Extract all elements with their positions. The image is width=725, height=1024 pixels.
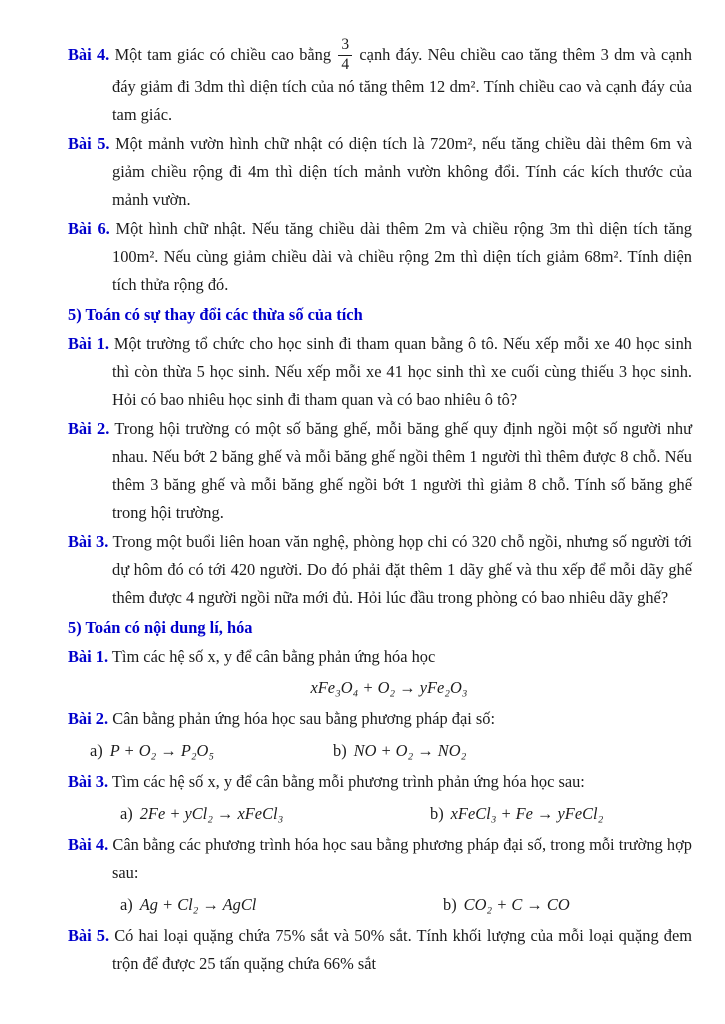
problem-factors-3	[68, 528, 692, 612]
problem-label: Bài 3.	[68, 532, 109, 552]
problem-chem-3	[68, 768, 692, 796]
problem-text: Cân bằng phản ứng hóa học sau bằng phương pháp đại số:	[112, 709, 496, 729]
equation-item-a	[90, 734, 214, 767]
problem-text: Có hai loại quặng chứa 75% sắt và 50% sắt. Tính khối lượng của mỗi loại quặng đem trộn để được 25 tấn quặng chứa 66% sắt	[112, 926, 692, 974]
problem-label: Bài 1.	[68, 647, 109, 667]
problem-text: Một mảnh vườn hình chữ nhật có diện tích là 720m², nếu tăng chiều dài thêm 6m và giảm chiều rộng đi 4m thì diện tích mảnh vườn không đổi. Tính các kích thước của mảnh vườn.	[112, 134, 692, 210]
chemical-equation: P + O₂ → P₂O₅	[109, 741, 215, 761]
equation-item-a	[120, 888, 256, 921]
problem-chem-5	[68, 922, 692, 978]
problem-label: Bài 1.	[68, 334, 109, 354]
item-label-b: b)	[430, 804, 444, 824]
problem-text: Trong hội trường có một số băng ghế, mỗi băng ghế quy định ngồi một số người như nhau. Nếu bớt 2 băng ghế và mỗi băng ghế ngồi thêm 1 người thì thêm được 8 chỗ. Nếu thêm 3 băng ghế và mỗi băng ghế ngồi bớt 1 người thì giảm 8 chỗ. Tính số băng ghế trong hội trường.	[112, 419, 692, 523]
problem-label: Bài 5.	[68, 926, 110, 946]
problem-text-before-fraction: Một tam giác có chiều cao bằng	[114, 45, 332, 65]
problem-text: Một hình chữ nhật. Nếu tăng chiều dài thêm 2m và chiều rộng 3m thì diện tích tăng 100m². Nếu cùng giảm chiều dài và chiều rộng 2m thì diện tích giảm 68m². Tính diện tích thửa rộng đó.	[112, 219, 692, 295]
problem-text: Trong một buổi liên hoan văn nghệ, phòng họp chi có 320 chỗ ngồi, nhưng số người tới dự hôm đó có tới 420 người. Do đó phải đặt thêm 1 dãy ghế và thu xếp để mỗi dãy ghế thêm được 4 người ngồi nữa mới đủ. Hỏi lúc đầu trong phòng có bao nhiêu dãy ghế?	[112, 532, 692, 608]
item-label-b: b)	[333, 741, 347, 761]
problem-geometry-4	[68, 37, 692, 129]
chemical-equation: Ag + Cl₂ → AgCl	[139, 895, 257, 915]
equation-row	[68, 888, 692, 921]
problem-geometry-6	[68, 215, 692, 299]
equation-row	[68, 797, 692, 830]
item-label-a: a)	[90, 741, 103, 761]
chemical-equation: 2Fe + yCl₂ → xFeCl₃	[139, 804, 284, 824]
problem-geometry-5	[68, 130, 692, 214]
problem-text-after-fraction: cạnh đáy. Nêu chiều cao tăng thêm 3 dm và cạnh đáy giảm đi 3dm thì diện tích của nó tăng thêm 12 dm². Tính chiều cao và cạnh đáy của tam giác.	[112, 45, 692, 125]
problem-label: Bài 4.	[68, 835, 109, 855]
problem-text: Tìm các hệ số x, y để cân bằng phản ứng hóa học	[111, 647, 436, 667]
equation-item-b	[430, 797, 603, 830]
equation-item-a	[120, 797, 283, 830]
problem-text: Cân bằng các phương trình hóa học sau bằng phương pháp đại số, trong mỗi trường hợp sau:	[112, 835, 692, 883]
problem-label: Bài 5.	[68, 134, 110, 154]
problem-label: Bài 2.	[68, 419, 110, 439]
problem-chem-1	[68, 643, 692, 671]
problem-chem-4	[68, 831, 692, 887]
chemical-equation: CO₂ + C → CO	[463, 895, 570, 915]
item-label-a: a)	[120, 895, 133, 915]
equation-row	[68, 734, 692, 767]
chemical-equation: NO + O₂ → NO₂	[353, 741, 467, 761]
section-heading-factors: 5) Toán có sự thay đổi các thừa số của tích	[68, 305, 363, 325]
problem-chem-2	[68, 705, 692, 733]
equation-item-b	[333, 734, 466, 767]
equation-item-b	[443, 888, 570, 921]
problem-factors-2	[68, 415, 692, 527]
chemical-equation-centered: xFe₃O₄ + O₂ → yFe₂O₃	[310, 678, 468, 698]
fraction-numerator: 3	[338, 37, 352, 56]
item-label-b: b)	[443, 895, 457, 915]
problem-label: Bài 4.	[68, 45, 110, 65]
problem-text: Tìm các hệ số x, y để cân bằng mỗi phương trình phản ứng hóa học sau:	[111, 772, 585, 792]
problem-label: Bài 3.	[68, 772, 109, 792]
section-heading-physchem: 5) Toán có nội dung lí, hóa	[68, 618, 253, 638]
fraction-denominator: 4	[341, 55, 350, 73]
problem-label: Bài 2.	[68, 709, 109, 729]
problem-label: Bài 6.	[68, 219, 110, 239]
problem-factors-1	[68, 330, 692, 414]
fraction	[336, 37, 354, 73]
chemical-equation: xFeCl₃ + Fe → yFeCl₂	[450, 804, 604, 824]
item-label-a: a)	[120, 804, 133, 824]
problem-text: Một trường tổ chức cho học sinh đi tham quan bằng ô tô. Nếu xếp mỗi xe 40 học sinh thì còn thừa 5 học sinh. Nếu xếp mỗi xe 41 học sinh thì xe cuối cùng thiếu 3 học sinh. Hỏi có bao nhiêu học sinh đi tham quan và có bao nhiêu ô tô?	[112, 334, 692, 410]
